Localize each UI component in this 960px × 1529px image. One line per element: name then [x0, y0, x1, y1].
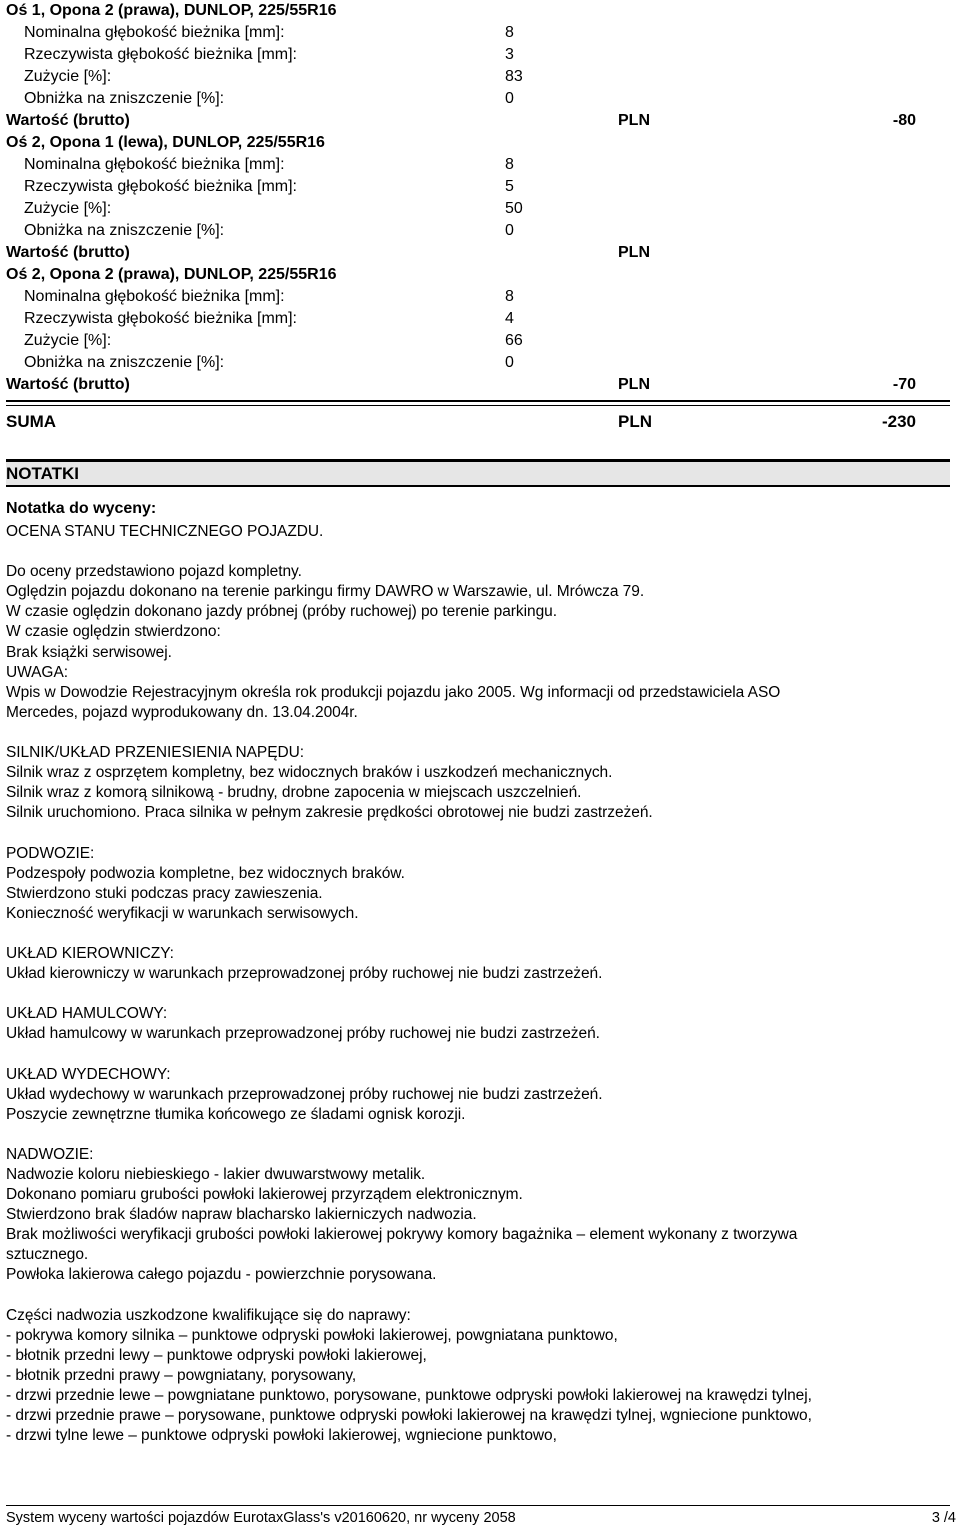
tire-value-row	[0, 110, 960, 132]
note-line: Stwierdzono stuki podczas pracy zawieszenia.	[6, 884, 323, 902]
sum-currency: PLN	[618, 412, 652, 431]
notes-header	[6, 459, 950, 487]
tire-value-amount: -70	[892, 376, 916, 393]
tire-param-row	[0, 88, 960, 110]
tire-value-label: Wartość (brutto)	[6, 244, 130, 261]
tire-param-label: Nominalna głębokość bieżnika [mm]:	[24, 156, 285, 173]
tire-title: Oś 2, Opona 2 (prawa), DUNLOP, 225/55R16	[6, 266, 337, 283]
tire-value-currency: PLN	[618, 112, 650, 129]
tire-param-value: 8	[505, 288, 514, 305]
note-line: - drzwi tylne lewe – punktowe odpryski powłoki lakierowej, wgniecione punktowo,	[6, 1427, 557, 1445]
tire-param-value: 0	[505, 222, 514, 239]
note-line: Do oceny przedstawiono pojazd kompletny.	[6, 563, 302, 581]
tire-value-label: Wartość (brutto)	[6, 112, 130, 129]
tire-param-value: 8	[505, 156, 514, 173]
note-line: Mercedes, pojazd wyprodukowany dn. 13.04.2004r.	[6, 703, 358, 721]
note-line: Układ wydechowy w warunkach przeprowadzonej próby ruchowej nie budzi zastrzeżeń.	[6, 1085, 603, 1103]
footer-page-number: 3 /4	[931, 1510, 956, 1526]
note-line: Konieczność weryfikacji w warunkach serwisowych.	[6, 904, 359, 922]
note-line: UKŁAD WYDECHOWY:	[6, 1065, 171, 1083]
note-line: SILNIK/UKŁAD PRZENIESIENIA NAPĘDU:	[6, 744, 305, 762]
note-line: Poszycie zewnętrzne tłumika końcowego ze śladami ognisk korozji.	[6, 1105, 466, 1123]
tire-param-value: 8	[505, 24, 514, 41]
notes-body	[6, 522, 950, 1446]
tire-param-row	[0, 286, 960, 308]
tire-param-value: 83	[505, 68, 523, 85]
sum-divider	[6, 400, 950, 406]
note-spacer	[6, 984, 950, 1004]
note-spacer	[6, 823, 950, 843]
note-spacer	[6, 924, 950, 944]
note-line: PODWOZIE:	[6, 844, 95, 862]
tire-param-value: 66	[505, 332, 523, 349]
note-line: Silnik wraz z komorą silnikową - brudny, drobne zapocenia w miejscach uszczelnień.	[6, 784, 582, 802]
note-subtitle: Notatka do wyceny:	[6, 500, 157, 517]
tire-title-row	[0, 132, 960, 154]
sum-label: SUMA	[6, 412, 57, 431]
note-line: NADWOZIE:	[6, 1145, 94, 1163]
note-line: UKŁAD HAMULCOWY:	[6, 1005, 168, 1023]
tire-param-row	[0, 154, 960, 176]
tire-param-label: Zużycie [%]:	[24, 200, 112, 217]
tire-value-row	[0, 374, 960, 396]
tire-param-label: Obniżka na zniszczenie [%]:	[24, 354, 225, 371]
tire-value-currency: PLN	[618, 376, 650, 393]
note-line: - drzwi przednie lewe – powgniatane punktowo, porysowane, punktowe odpryski powłoki lakierowej na krawędzi tylnej,	[6, 1387, 812, 1405]
sum-amount: -230	[881, 412, 916, 431]
tire-param-label: Rzeczywista głębokość bieżnika [mm]:	[24, 310, 297, 327]
note-line: sztucznego.	[6, 1246, 89, 1264]
note-spacer	[6, 542, 950, 562]
note-line: - drzwi przednie prawe – porysowane, punktowe odpryski powłoki lakierowej na krawędzi tylnej, wgniecione punktowo,	[6, 1407, 812, 1425]
note-line: Wpis w Dowodzie Rejestracyjnym określa rok produkcji pojazdu jako 2005. Wg informacji od przedstawiciela ASO	[6, 683, 781, 701]
note-line: Układ kierowniczy w warunkach przeprowadzonej próby ruchowej nie budzi zastrzeżeń.	[6, 965, 603, 983]
tire-param-row	[0, 22, 960, 44]
tire-param-row	[0, 66, 960, 88]
tire-param-row	[0, 44, 960, 66]
tire-param-value: 3	[505, 46, 514, 63]
tire-param-label: Rzeczywista głębokość bieżnika [mm]:	[24, 178, 297, 195]
note-line: Podzespoły podwozia kompletne, bez widocznych braków.	[6, 864, 405, 882]
note-line: Nadwozie koloru niebieskiego - lakier dwuwarstwowy metalik.	[6, 1166, 426, 1183]
note-spacer	[6, 1125, 950, 1145]
tire-title-row	[0, 264, 960, 286]
note-line: Stwierdzono brak śladów napraw blacharsko lakierniczych nadwozia.	[6, 1206, 477, 1224]
tire-param-label: Rzeczywista głębokość bieżnika [mm]:	[24, 46, 297, 63]
tire-param-row	[0, 308, 960, 330]
note-line: Powłoka lakierowa całego pojazdu - powierzchnie porysowana.	[6, 1266, 437, 1284]
tire-value-label: Wartość (brutto)	[6, 376, 130, 393]
tire-param-row	[0, 220, 960, 242]
footer-divider	[6, 1505, 950, 1506]
footer-system-info: System wyceny wartości pojazdów EurotaxGlass's v20160620, nr wyceny 2058	[6, 1510, 516, 1526]
tire-param-value: 0	[505, 354, 514, 371]
note-spacer	[6, 1044, 950, 1064]
tire-param-label: Zużycie [%]:	[24, 68, 112, 85]
note-line: Dokonano pomiaru grubości powłoki lakierowej przyrządem elektronicznym.	[6, 1186, 523, 1204]
tire-param-value: 4	[505, 310, 514, 327]
tire-value-row	[0, 242, 960, 264]
tire-param-value: 5	[505, 178, 514, 195]
tire-title-row	[0, 0, 960, 22]
tire-param-row	[0, 330, 960, 352]
note-line: - pokrywa komory silnika – punktowe odpryski powłoki lakierowej, powgniatana punktowo,	[6, 1326, 618, 1344]
notes-header-title: NOTATKI	[6, 464, 80, 483]
tire-value-currency: PLN	[618, 244, 650, 261]
note-line: UWAGA:	[6, 663, 68, 681]
sum-row	[0, 410, 960, 434]
tire-value-amount: -80	[892, 112, 916, 129]
tire-title: Oś 1, Opona 2 (prawa), DUNLOP, 225/55R16	[6, 2, 337, 19]
tire-param-value: 0	[505, 90, 514, 107]
tire-param-row	[0, 198, 960, 220]
note-line: - błotnik przedni prawy – powgniatany, porysowany,	[6, 1366, 357, 1384]
tire-param-row	[0, 352, 960, 374]
note-line: Oględzin pojazdu dokonano na terenie parkingu firmy DAWRO w Warszawie, ul. Mrówcza 79.	[6, 583, 645, 601]
note-line: OCENA STANU TECHNICZNEGO POJAZDU.	[6, 523, 324, 540]
note-line: Silnik uruchomiono. Praca silnika w pełnym zakresie prędkości obrotowej nie budzi zastrzeżeń.	[6, 804, 653, 822]
tire-param-label: Nominalna głębokość bieżnika [mm]:	[24, 24, 285, 41]
tire-param-label: Obniżka na zniszczenie [%]:	[24, 90, 225, 107]
tire-param-label: Zużycie [%]:	[24, 332, 112, 349]
tire-param-value: 50	[505, 200, 523, 217]
note-line: - błotnik przedni lewy – punktowe odpryski powłoki lakierowej,	[6, 1346, 427, 1364]
note-line: Brak możliwości weryfikacji grubości powłoki lakierowej pokrywy komory bagażnika – element wykonany z tworzywa	[6, 1226, 798, 1244]
tire-param-label: Nominalna głębokość bieżnika [mm]:	[24, 288, 285, 305]
note-line: UKŁAD KIEROWNICZY:	[6, 944, 174, 962]
tire-param-row	[0, 176, 960, 198]
note-line: Brak książki serwisowej.	[6, 643, 172, 661]
note-spacer	[6, 723, 950, 743]
tire-title: Oś 2, Opona 1 (lewa), DUNLOP, 225/55R16	[6, 134, 325, 151]
tire-param-label: Obniżka na zniszczenie [%]:	[24, 222, 225, 239]
note-spacer	[6, 1286, 950, 1306]
note-line: Części nadwozia uszkodzone kwalifikujące się do naprawy:	[6, 1306, 411, 1324]
note-line: Silnik wraz z osprzętem kompletny, bez widocznych braków i uszkodzeń mechanicznych.	[6, 764, 613, 782]
note-line: W czasie oględzin stwierdzono:	[6, 623, 221, 641]
note-line: W czasie oględzin dokonano jazdy próbnej (próby ruchowej) po terenie parkingu.	[6, 603, 557, 621]
note-line: Układ hamulcowy w warunkach przeprowadzonej próby ruchowej nie budzi zastrzeżeń.	[6, 1025, 600, 1043]
